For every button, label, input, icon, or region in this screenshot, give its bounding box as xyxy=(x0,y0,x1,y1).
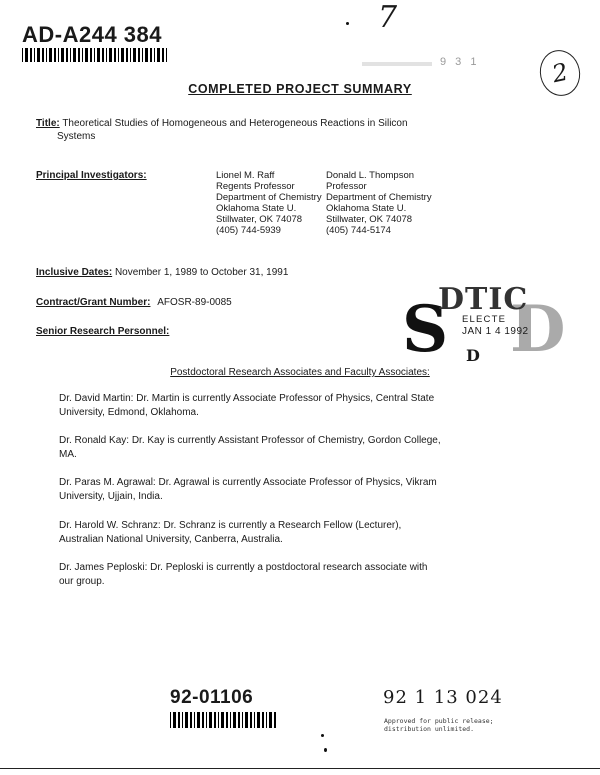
investigator-raff xyxy=(216,170,322,236)
barcode-bar xyxy=(218,712,219,728)
stamp-date: JAN 1 4 1992 xyxy=(462,326,529,337)
approval-line: distribution unlimited. xyxy=(384,725,475,733)
barcode-bar xyxy=(173,712,176,728)
personnel-entry-kay xyxy=(59,434,549,462)
investigator-line: Donald L. Thompson xyxy=(326,170,415,181)
entry-line: University, Edmond, Oklahoma. xyxy=(59,407,199,418)
investigator-thompson xyxy=(326,170,432,236)
barcode-bar xyxy=(194,712,195,728)
barcode-bar xyxy=(73,48,76,62)
barcode-bar xyxy=(182,712,183,728)
barcode-bar xyxy=(274,712,276,728)
title-row xyxy=(36,117,556,130)
contract-value: AFOSR-89-0085 xyxy=(157,297,232,308)
investigator-line: Professor xyxy=(326,181,367,192)
barcode-bar xyxy=(214,712,216,728)
investigator-line: Stillwater, OK 74078 xyxy=(326,214,413,225)
barcode-bar xyxy=(133,48,136,62)
barcode-bar xyxy=(102,48,104,62)
circled-number: 2 xyxy=(536,46,585,99)
faint-stamp: 9 3 1 xyxy=(440,56,480,68)
entry-line: MA. xyxy=(59,449,77,460)
contract-row xyxy=(36,296,232,309)
barcode-bar xyxy=(90,48,92,62)
personnel-label: Senior Research Personnel: xyxy=(36,326,170,337)
barcode-bar xyxy=(170,712,171,728)
entry-line: University, Ujjain, India. xyxy=(59,491,163,502)
barcode-bar xyxy=(94,48,95,62)
barcode-bar xyxy=(106,48,107,62)
entry-line: Dr. James Peploski: Dr. Peploski is currently a postdoctoral research associate with xyxy=(59,562,428,573)
approval-line: Approved for public release; xyxy=(384,717,494,725)
barcode-bar xyxy=(206,712,207,728)
barcode-bar xyxy=(209,712,212,728)
barcode-bar xyxy=(126,48,128,62)
title-line2: Systems xyxy=(57,131,96,142)
barcode-bar xyxy=(118,48,119,62)
investigator-line: Department of Chemistry xyxy=(216,192,322,203)
barcode-bar xyxy=(157,48,160,62)
barcode-bar xyxy=(262,712,264,728)
investigators-label: Principal Investigators: xyxy=(36,170,147,181)
barcode-bar xyxy=(254,712,255,728)
barcode-bar xyxy=(197,712,200,728)
title-label: Title: xyxy=(36,118,60,129)
approval-notice xyxy=(384,717,494,733)
barcode-bar xyxy=(22,48,23,62)
barcode-bar xyxy=(78,48,80,62)
barcode-bar xyxy=(230,712,231,728)
barcode-bar xyxy=(178,712,180,728)
barcode-bar xyxy=(121,48,124,62)
barcode-bar xyxy=(242,712,243,728)
investigator-line: Lionel M. Raff xyxy=(216,170,275,181)
dates-value: November 1, 1989 to October 31, 1991 xyxy=(114,267,289,278)
barcode-bar xyxy=(269,712,272,728)
entry-line: Dr. David Martin: Dr. Martin is currently Associate Professor of Physics, Central State xyxy=(59,393,435,404)
barcode-bar xyxy=(250,712,252,728)
speck-dot xyxy=(321,734,324,737)
date-code: 92 1 13 024 xyxy=(383,687,503,708)
speck-dot xyxy=(324,748,327,752)
investigator-line: (405) 744-5174 xyxy=(326,225,391,236)
entry-line: our group. xyxy=(59,576,105,587)
entry-line: Dr. Harold W. Schranz: Dr. Schranz is currently a Research Fellow (Lecturer), xyxy=(59,520,402,531)
investigator-line: Department of Chemistry xyxy=(326,192,432,203)
contract-label: Contract/Grant Number: xyxy=(36,297,151,308)
page-heading: COMPLETED PROJECT SUMMARY xyxy=(188,82,412,96)
barcode-bar xyxy=(162,48,164,62)
barcode-bar xyxy=(226,712,228,728)
barcode-bar xyxy=(34,48,35,62)
barcode-bar xyxy=(150,48,152,62)
investigator-line: Oklahoma State U. xyxy=(216,203,297,214)
header-barcode xyxy=(22,48,172,62)
dates-label: Inclusive Dates: xyxy=(36,267,113,278)
barcode-bar xyxy=(61,48,64,62)
barcode-bar xyxy=(82,48,83,62)
barcode-bar xyxy=(233,712,236,728)
barcode-bar xyxy=(154,48,155,62)
barcode-bar xyxy=(185,712,188,728)
barcode-bar xyxy=(30,48,32,62)
barcode-bar xyxy=(266,712,267,728)
barcode-bar xyxy=(109,48,112,62)
barcode-bar xyxy=(58,48,59,62)
investigator-line: Oklahoma State U. xyxy=(326,203,407,214)
investigator-line: Stillwater, OK 74078 xyxy=(216,214,303,225)
barcode-bar xyxy=(238,712,240,728)
barcode-bar xyxy=(138,48,140,62)
investigator-line: Regents Professor xyxy=(216,181,295,192)
faint-smudge xyxy=(362,62,432,66)
barcode-bar xyxy=(145,48,148,62)
stamp-elected: ELECTE xyxy=(462,314,507,325)
barcode-bar xyxy=(97,48,100,62)
entry-line: Dr. Paras M. Agrawal: Dr. Agrawal is currently Associate Professor of Physics, Vikram xyxy=(59,477,437,488)
personnel-subheading: Postdoctoral Research Associates and Faculty Associates: xyxy=(170,367,430,378)
barcode-bar xyxy=(257,712,260,728)
barcode-bar xyxy=(66,48,68,62)
barcode-bar xyxy=(221,712,224,728)
barcode-bar xyxy=(70,48,71,62)
personnel-entry-peploski xyxy=(59,561,549,589)
title-line1: Theoretical Studies of Homogeneous and Heterogeneous Reactions in Silicon xyxy=(62,118,408,129)
entry-line: Australian National University, Canberra, Australia. xyxy=(59,534,283,545)
dates-row xyxy=(36,266,288,279)
stamp-letter-d: D xyxy=(510,292,566,367)
barcode-bar xyxy=(142,48,143,62)
stamp-letter-s: S xyxy=(402,292,449,367)
barcode-bar xyxy=(130,48,131,62)
stamp-small-d: D xyxy=(466,346,480,365)
investigator-line: (405) 744-5939 xyxy=(216,225,281,236)
barcode-bar xyxy=(245,712,248,728)
entry-line: Dr. Ronald Kay: Dr. Kay is currently Assistant Professor of Chemistry, Gordon College, xyxy=(59,435,441,446)
barcode-bar xyxy=(25,48,28,62)
stamp-dtic: DTIC xyxy=(438,282,529,317)
barcode-bar xyxy=(46,48,47,62)
speck-dot xyxy=(346,22,352,28)
personnel-entry-martin xyxy=(59,392,549,420)
barcode-bar xyxy=(37,48,40,62)
barcode-bar xyxy=(202,712,204,728)
ad-number: AD-A244 384 xyxy=(22,22,163,47)
barcode-bar xyxy=(54,48,56,62)
barcode-bar xyxy=(42,48,44,62)
barcode-bar xyxy=(166,48,167,62)
bottom-rule xyxy=(0,768,600,769)
personnel-entry-schranz xyxy=(59,519,549,547)
handwritten-mark: 7 xyxy=(378,0,398,35)
document-number: 92-01106 xyxy=(170,687,254,708)
barcode-bar xyxy=(49,48,52,62)
personnel-entry-agrawal xyxy=(59,476,549,504)
footer-barcode xyxy=(170,712,280,728)
barcode-bar xyxy=(190,712,192,728)
barcode-bar xyxy=(114,48,116,62)
barcode-bar xyxy=(85,48,88,62)
